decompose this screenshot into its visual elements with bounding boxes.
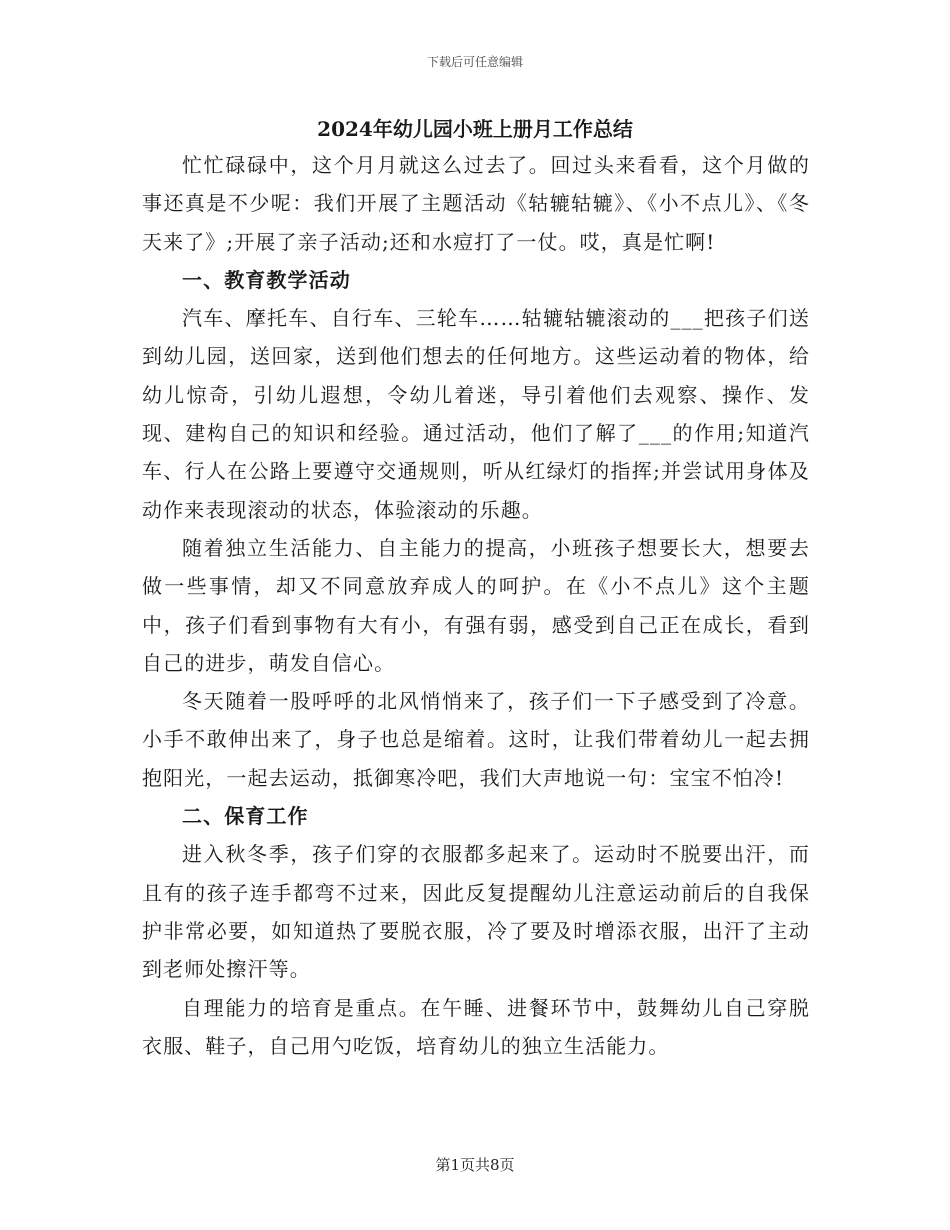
page-number-indicator: 第1页共8页 <box>435 1156 515 1174</box>
document-body <box>142 146 810 1065</box>
document-title: 2024年幼儿园小班上册月工作总结 <box>317 117 633 141</box>
care-paragraph-self-care: 自理能力的培育是重点。在午睡、进餐环节中，鼓舞幼儿自己穿脱衣服、鞋子，自己用勺吃饭，培育幼儿的独立生活能力。 <box>142 995 810 1058</box>
education-paragraph-winter: 冬天随着一股呼呼的北风悄悄来了，孩子们一下子感受到了冷意。小手不敢伸出来了，身子也总是缩着。这时，让我们带着幼儿一起去拥抱阳光，一起去运动，抵御寒冷吧，我们大声地说一句：宝宝不怕冷! <box>142 689 810 790</box>
section-heading-care: 二、保育工作 <box>182 804 309 829</box>
section-heading-education: 一、教育教学活动 <box>182 267 351 292</box>
care-paragraph-clothing: 进入秋冬季，孩子们穿的衣服都多起来了。运动时不脱要出汗，而且有的孩子连手都弯不过来，因此反复提醒幼儿注意运动前后的自我保护非常必要，如知道热了要脱衣服，冷了要及时增添衣服，出汗了主动到老师处擦汗等。 <box>142 842 810 982</box>
education-paragraph-vehicles: 汽车、摩托车、自行车、三轮车……轱辘轱辘滚动的___把孩子们送到幼儿园，送回家，送到他们想去的任何地方。这些运动着的物体，给幼儿惊奇，引幼儿遐想，令幼儿着迷，导引着他们去观察、操作、发现、建构自己的知识和经验。通过活动，他们了解了___的作用;知道汽车、行人在公路上要遵守交通规则，听从红绿灯的指挥;并尝试用身体及动作来表现滚动的状态，体验滚动的乐趣。 <box>142 306 810 522</box>
page-header-note: 下载后可任意编辑 <box>426 55 523 69</box>
intro-paragraph: 忙忙碌碌中，这个月月就这么过去了。回过头来看看，这个月做的事还真是不少呢：我们开展了主题活动《轱辘轱辘》、《小不点儿》、《冬天来了》;开展了亲子活动;还和水痘打了一仗。哎，真是忙啊! <box>142 153 810 254</box>
education-paragraph-growing-up: 随着独立生活能力、自主能力的提高，小班孩子想要长大，想要去做一些事情，却又不同意放弃成人的呵护。在《小不点儿》这个主题中，孩子们看到事物有大有小，有强有弱，感受到自己正在成长，看到自己的进步，萌发自信心。 <box>142 535 810 675</box>
